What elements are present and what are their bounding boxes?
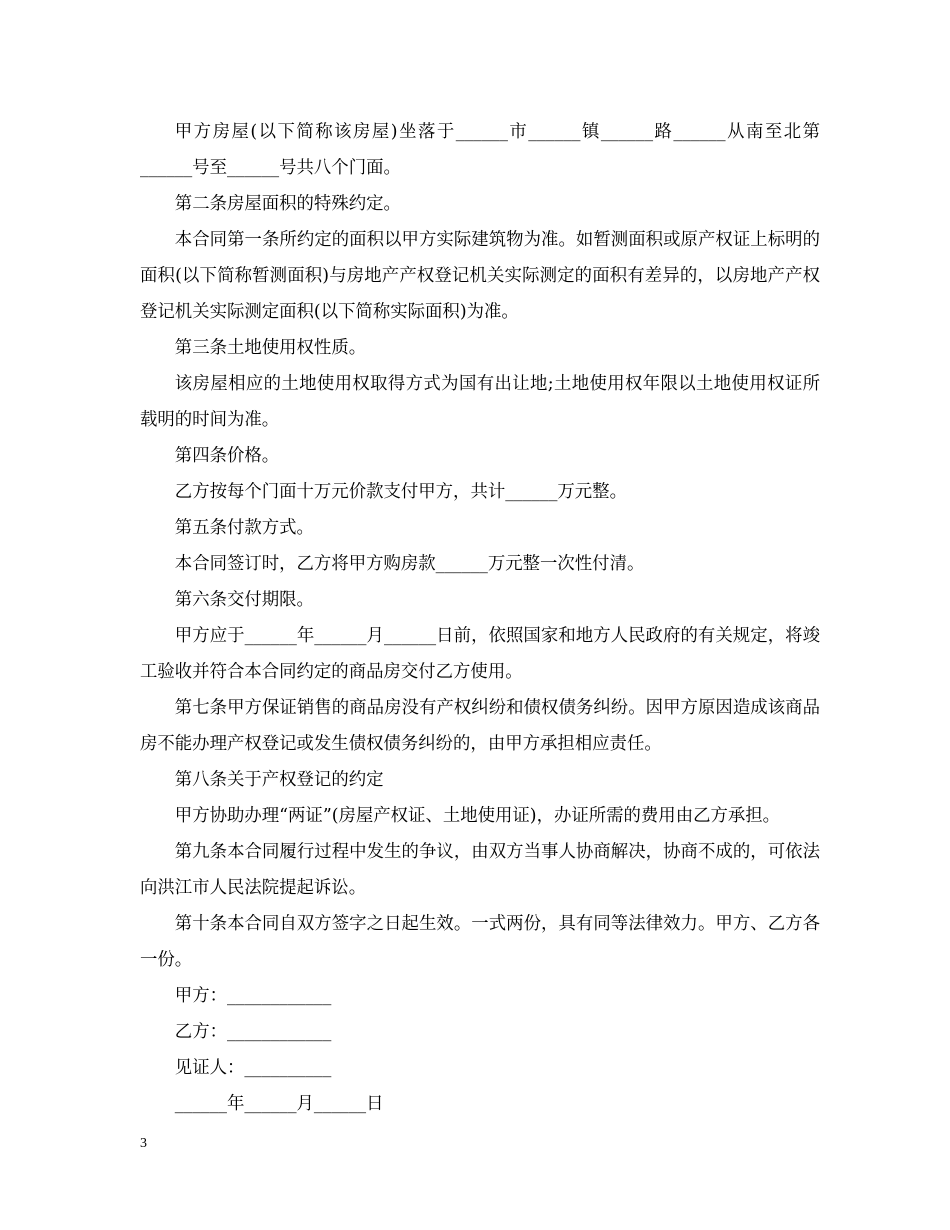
paragraph-article-4-heading: 第四条价格。 <box>174 446 280 466</box>
paragraph-article-3-body: 该房屋相应的土地使用权取得方式为国有出让地;土地使用权年限以土地使用权证所载明的时间为准。 <box>140 374 820 430</box>
paragraph-article-9: 第九条本合同履行过程中发生的争议，由双方当事人协商解决，协商不成的，可依法向洪江市人民法院提起诉讼。 <box>140 842 820 898</box>
paragraph-article-8-body: 甲方协助办理“两证”(房屋产权证、土地使用证)，办证所需的费用由乙方承担。 <box>174 806 781 826</box>
paragraph-article-2-body: 本合同第一条所约定的面积以甲方实际建筑物为准。如暂测面积或原产权证上标明的面积(以下简称暂测面积)与房地产产权登记机关实际测定的面积有差异的，以房地产产权登记机关实际测定面积(以下简称实际面积)为准。 <box>140 230 820 322</box>
paragraph-article-8-heading: 第八条关于产权登记的约定 <box>174 770 384 790</box>
signature-date: ______年______月______日 <box>174 1094 384 1114</box>
paragraph-location: 甲方房屋(以下简称该房屋)坐落于______市______镇______路______从南至北第______号至______号共八个门面。 <box>140 122 820 178</box>
paragraph-article-2-heading: 第二条房屋面积的特殊约定。 <box>174 194 401 214</box>
page-number: 3 <box>140 1136 147 1151</box>
signature-witness: 见证人：__________ <box>174 1058 332 1078</box>
paragraph-article-6-heading: 第六条交付期限。 <box>174 590 314 610</box>
paragraph-article-6-body: 甲方应于______年______月______日前，依照国家和地方人民政府的有关规定，将竣工验收并符合本合同约定的商品房交付乙方使用。 <box>140 626 820 682</box>
document-body <box>140 114 820 1122</box>
paragraph-article-10: 第十条本合同自双方签字之日起生效。一式两份，具有同等法律效力。甲方、乙方各一份。 <box>140 914 820 970</box>
signature-party-a: 甲方：____________ <box>174 986 332 1006</box>
paragraph-article-4-body: 乙方按每个门面十万元价款支付甲方，共计______万元整。 <box>174 482 627 502</box>
paragraph-article-5-body: 本合同签订时，乙方将甲方购房款______万元整一次性付清。 <box>174 554 645 574</box>
paragraph-article-7: 第七条甲方保证销售的商品房没有产权纠纷和债权债务纠纷。因甲方原因造成该商品房不能办理产权登记或发生债权债务纠纷的，由甲方承担相应责任。 <box>140 698 820 754</box>
paragraph-article-5-heading: 第五条付款方式。 <box>174 518 314 538</box>
paragraph-article-3-heading: 第三条土地使用权性质。 <box>174 338 367 358</box>
signature-party-b: 乙方：____________ <box>174 1022 332 1042</box>
